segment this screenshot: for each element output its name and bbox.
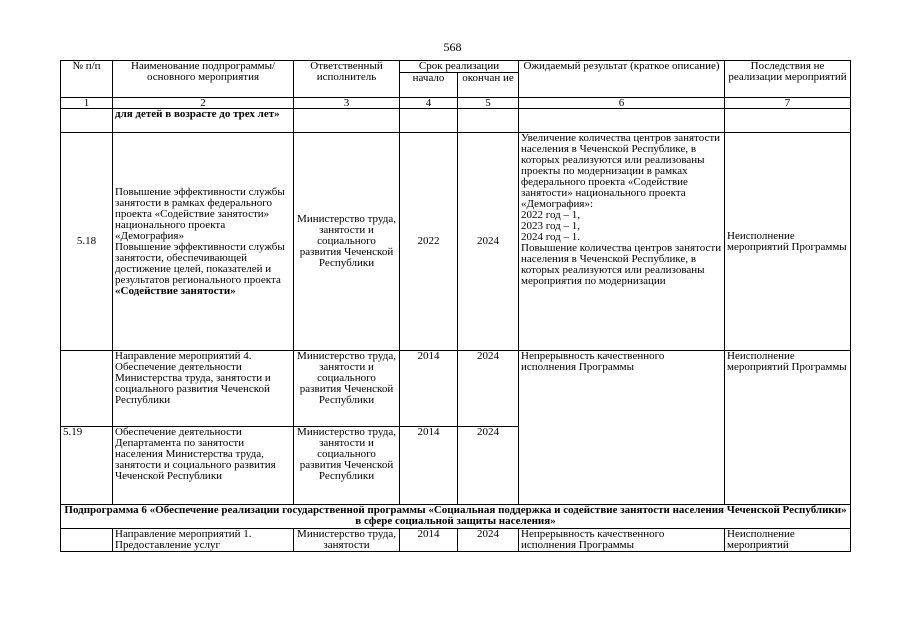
row-number: 5.19: [61, 427, 113, 505]
table-row-5-18: [61, 133, 851, 351]
row-start-year: 2014: [400, 351, 458, 427]
row-start-year: 2014: [400, 427, 458, 505]
row-end-year: 2024: [458, 351, 519, 427]
table-row-direction-4: [61, 351, 851, 427]
row-consequences: Неисполнение мероприятий Программы: [725, 351, 851, 505]
row-number: 5.18: [61, 133, 113, 351]
row-name-cell: для детей в возрасте до трех лет»: [113, 109, 294, 133]
table-row-continued: [61, 109, 851, 133]
row-consequences: Неисполнение мероприятий Программы: [725, 133, 851, 351]
row-result: Увеличение количества центров занятости населения в Чеченской Республике, в которых реализуются или реализованы проекты по модернизации в рамках федерального проекта «Содействие занятости» национального проекта «Демография»: 2022 год – 1, 2023 год – 1, 2024 год – 1. Повышение количества центров занятости населения в Чеченской Республике, в которых реализуются или реализованы мероприятия по модернизации: [519, 133, 725, 351]
program-table: [60, 60, 851, 552]
page-number: 568: [443, 40, 462, 54]
row-name-cell: Направление мероприятий 4. Обеспечение деятельности Министерства труда, занятости и социального развития Чеченской Республики: [113, 351, 294, 427]
column-number: 7: [725, 98, 851, 109]
row-consequences: Неисполнение мероприятий: [725, 529, 851, 552]
header-row-top: [61, 61, 851, 73]
row-result: Непрерывность качественного исполнения Программы: [519, 351, 725, 505]
header-consequences: Последствия не реализации мероприятий: [725, 61, 851, 98]
row-responsible: Министерство труда, занятости и социального развития Чеченской Республики: [294, 427, 400, 505]
table-row-direction-1: [61, 529, 851, 552]
column-number: 3: [294, 98, 400, 109]
header-term: Срок реализации: [400, 61, 519, 73]
column-number: 1: [61, 98, 113, 109]
row-end-year: 2024: [458, 133, 519, 351]
row-responsible: Министерство труда, занятости и социального развития Чеченской Республики: [294, 351, 400, 427]
row-name-cell: Направление мероприятий 1. Предоставление услуг: [113, 529, 294, 552]
header-end: окончан ие: [458, 73, 519, 98]
row-end-year: 2024: [458, 529, 519, 552]
row-responsible: Министерство труда, занятости и социального развития Чеченской Республики: [294, 133, 400, 351]
header-num: № п/п: [61, 61, 113, 98]
row-name-text: Повышение эффективности службы занятости в рамках федерального проекта «Содействие занятости» национального проекта «Демография» Повышение эффективности службы занятости, обеспечивающей достижение целей, показателей и результатов регионального проекта: [115, 185, 285, 286]
column-number: 4: [400, 98, 458, 109]
header-start: начало: [400, 73, 458, 98]
row-name-bold: «Содействие занятости»: [115, 284, 236, 297]
column-number: 6: [519, 98, 725, 109]
row-end-year: 2024: [458, 427, 519, 505]
column-number: 2: [113, 98, 294, 109]
header-responsible: Ответственный исполнитель: [294, 61, 400, 98]
column-number-row: [61, 98, 851, 109]
row-start-year: 2014: [400, 529, 458, 552]
row-name-cell: Обеспечение деятельности Департамента по занятости населения Министерства труда, занятости и социального развития Чеченской Республики: [113, 427, 294, 505]
subprogram-title: Подпрограмма 6 «Обеспечение реализации государственной программы «Социальная поддержка и содействие занятости населения Чеченской Республики» в сфере социальной защиты населения»: [61, 505, 851, 529]
subprogram-6-row: [61, 505, 851, 529]
column-number: 5: [458, 98, 519, 109]
row-responsible: Министерство труда, занятости: [294, 529, 400, 552]
row-name-cell: [113, 133, 294, 351]
row-start-year: 2022: [400, 133, 458, 351]
header-name: Наименование подпрограммы/ основного мероприятия: [113, 61, 294, 98]
row-number: [61, 351, 113, 427]
row-result: Непрерывность качественного исполнения Программы: [519, 529, 725, 552]
header-result: Ожидаемый результат (краткое описание): [519, 61, 725, 98]
